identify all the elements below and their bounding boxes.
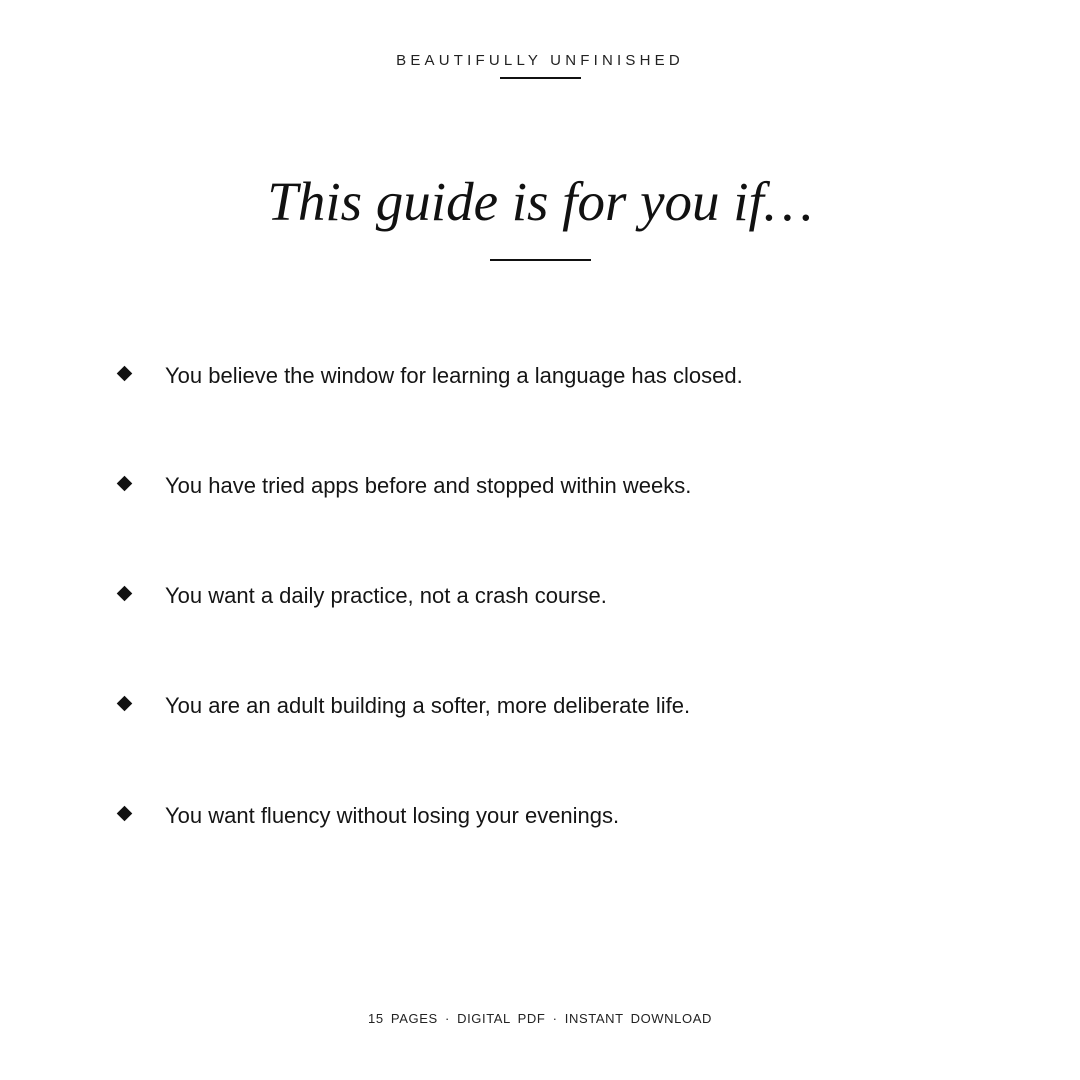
page-title: This guide is for you if… bbox=[267, 171, 813, 232]
title-divider bbox=[490, 259, 591, 261]
diamond-bullet-icon bbox=[117, 696, 133, 712]
product-details-footer: 15 PAGES · DIGITAL PDF · INSTANT DOWNLOAD bbox=[368, 1011, 712, 1026]
diamond-bullet-icon bbox=[117, 806, 133, 822]
criteria-text: You believe the window for learning a language has closed. bbox=[165, 363, 743, 388]
diamond-bullet-icon bbox=[117, 366, 133, 382]
diamond-bullet-icon bbox=[117, 476, 133, 492]
audience-criteria-list bbox=[0, 350, 1080, 900]
criteria-text: You want fluency without losing your evenings. bbox=[165, 803, 620, 828]
criteria-text: You are an adult building a softer, more deliberate life. bbox=[165, 693, 691, 718]
brand-underline bbox=[500, 77, 581, 79]
diamond-bullet-icon bbox=[117, 586, 133, 602]
list-item bbox=[0, 350, 1080, 460]
list-item bbox=[0, 790, 1080, 900]
criteria-text: You have tried apps before and stopped within weeks. bbox=[165, 473, 692, 498]
criteria-text: You want a daily practice, not a crash course. bbox=[165, 583, 607, 608]
list-item bbox=[0, 680, 1080, 790]
list-item bbox=[0, 570, 1080, 680]
list-item bbox=[0, 460, 1080, 570]
brand-name: BEAUTIFULLY UNFINISHED bbox=[396, 52, 684, 69]
